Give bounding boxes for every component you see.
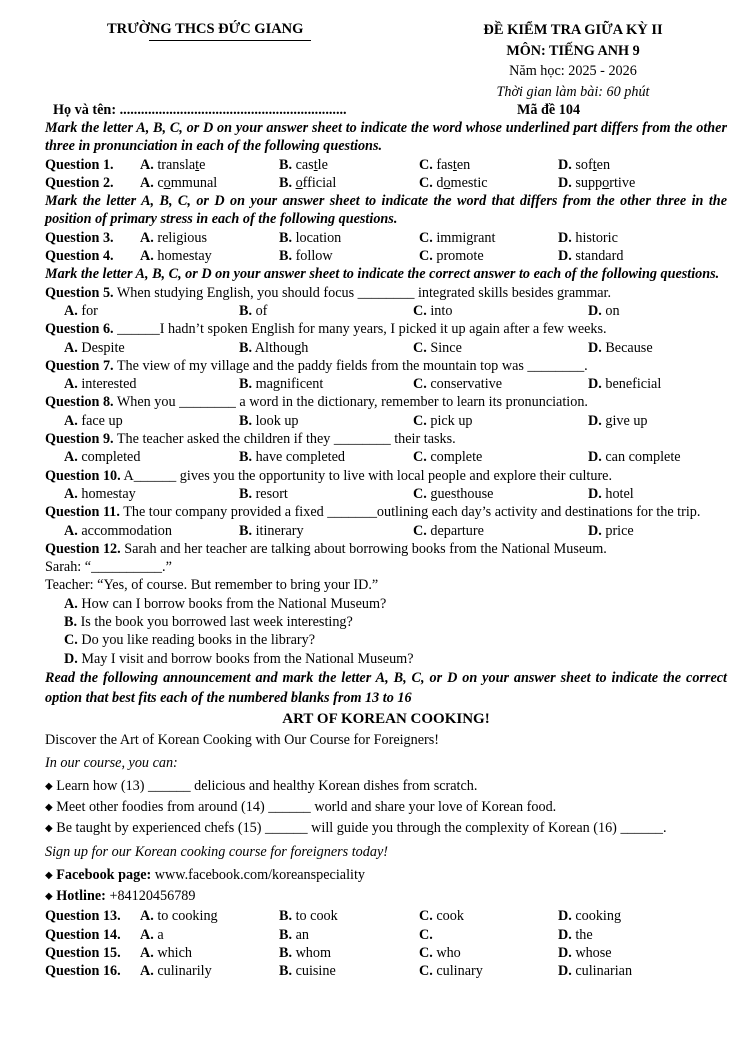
option-b: B. itinerary <box>239 522 304 539</box>
question-6-options <box>45 339 727 357</box>
option-b: B. look up <box>239 412 299 429</box>
option-b: B. whom <box>279 944 332 961</box>
option-b: B. magnificent <box>239 376 324 393</box>
option-d: D. price <box>588 522 634 539</box>
option-b: B. of <box>239 302 268 319</box>
bullet-icon: ◆ <box>45 823 53 835</box>
option-a: A. for <box>64 302 98 319</box>
option-a: A. face up <box>64 412 123 429</box>
question-5-options <box>45 302 727 320</box>
question-9-options <box>45 448 727 466</box>
option-b: B. official <box>279 174 337 191</box>
question-6: Question 6. ______I hadn’t spoken English for many years, I picked it up again after a few weeks. <box>45 321 607 338</box>
option-a: A. homestay <box>64 485 136 502</box>
option-d: D. can complete <box>588 449 681 466</box>
exam-code: Mã đề 104 <box>517 102 581 118</box>
instruction-correct-answer: Mark the letter A, B, C, or D on your answer sheet to indicate the correct answer to each of the following questions. <box>45 266 720 283</box>
exam-page <box>45 17 727 980</box>
instruction-reading: Read the following announcement and mark the letter A, B, C, or D on your answer sheet to indicate the correct option that best fits each of the numbered blanks from 13 to 16 <box>45 669 727 706</box>
passage-bullet-3: ◆ Be taught by experienced chefs (15) ______ will guide you through the complexity of Korean (16) ______. <box>45 820 667 837</box>
question-11-options <box>45 522 727 540</box>
question-8-options <box>45 412 727 430</box>
option-d: D. culinarian <box>558 963 633 980</box>
question-label: Question 1. <box>45 156 114 173</box>
option-b: B. to cook <box>279 908 338 925</box>
question-7: Question 7. The view of my village and the paddy fields from the mountain top was ________. <box>45 357 588 374</box>
exam-header <box>45 17 727 101</box>
instruction-pronunciation: Mark the letter A, B, C, or D on your answer sheet to indicate the word whose underlined part differs from the other three in pronunciation in each of the following questions. <box>45 120 727 155</box>
option-d: D. hotel <box>588 485 634 502</box>
question-label: Question 2. <box>45 174 114 191</box>
question-5: Question 5. When studying English, you should focus ________ integrated skills besides grammar. <box>45 284 612 301</box>
question-16 <box>45 962 727 980</box>
school-underline <box>149 40 311 41</box>
option-c: C. Do you like reading books in the library? <box>64 632 315 649</box>
question-label: Question 4. <box>45 248 114 265</box>
option-b: B. have completed <box>239 449 345 466</box>
question-13 <box>45 907 727 925</box>
option-d: D. on <box>588 302 620 319</box>
question-10: Question 10. A______ gives you the opportunity to live with local people and explore their culture. <box>45 467 613 484</box>
option-d: D. May I visit and borrow books from the National Museum? <box>64 650 414 667</box>
option-c: C. culinary <box>419 963 483 980</box>
option-a: A. culinarily <box>140 963 212 980</box>
question-label: Question 16. <box>45 963 121 980</box>
option-a: A. homestay <box>140 248 212 265</box>
option-a: A. to cooking <box>140 908 218 925</box>
option-d: D. standard <box>558 248 624 265</box>
option-d: D. soften <box>558 156 611 173</box>
passage-bullet-2: ◆ Meet other foodies from around (14) ______ world and share your love of Korean food. <box>45 799 557 816</box>
name-row <box>45 101 727 119</box>
dialogue-sarah: Sarah: “__________.” <box>45 559 172 576</box>
option-a: A. a <box>140 926 164 943</box>
question-4 <box>45 247 727 265</box>
option-d: D. beneficial <box>588 376 662 393</box>
passage-facebook: ◆ Facebook page: www.facebook.com/koreanspeciality <box>45 867 366 884</box>
question-2 <box>45 174 727 192</box>
question-3 <box>45 229 727 247</box>
option-c: C. <box>419 926 433 943</box>
option-b: B. cuisine <box>279 963 336 980</box>
option-c: C. immigrant <box>419 229 496 246</box>
bullet-icon: ◆ <box>45 870 53 882</box>
option-d: D. give up <box>588 412 648 429</box>
bullet-icon: ◆ <box>45 781 53 793</box>
question-12: Question 12. Sarah and her teacher are talking about borrowing books from the National Museum. <box>45 540 607 557</box>
option-b: B. follow <box>279 248 333 265</box>
option-a: A. religious <box>140 229 207 246</box>
exam-time: Thời gian làm bài: 60 phút <box>496 83 650 100</box>
exam-subject: MÔN: TIẾNG ANH 9 <box>506 42 640 59</box>
option-a: A. which <box>140 944 193 961</box>
option-a: A. translate <box>140 156 206 173</box>
question-label: Question 3. <box>45 229 114 246</box>
question-8: Question 8. When you ________ a word in the dictionary, remember to learn its pronunciation. <box>45 394 588 411</box>
option-b: B. castle <box>279 156 328 173</box>
passage-intro: Discover the Art of Korean Cooking with Our Course for Foreigners! <box>45 732 440 749</box>
option-b: B. resort <box>239 485 288 502</box>
option-c: C. pick up <box>413 412 473 429</box>
option-a: A. How can I borrow books from the National Museum? <box>64 595 387 612</box>
instruction-stress: Mark the letter A, B, C, or D on your answer sheet to indicate the word that differs from the other three in the position of primary stress in each of the following questions. <box>45 193 727 228</box>
question-1 <box>45 156 727 174</box>
option-c: C. Since <box>413 339 462 356</box>
option-c: C. conservative <box>413 376 503 393</box>
passage-hotline: ◆ Hotline: +84120456789 <box>45 888 196 905</box>
bullet-icon: ◆ <box>45 891 53 903</box>
option-a: A. accommodation <box>64 522 172 539</box>
option-c: C. guesthouse <box>413 485 494 502</box>
option-c: C. promote <box>419 248 484 265</box>
question-label: Question 14. <box>45 926 121 943</box>
option-a: A. communal <box>140 174 218 191</box>
exam-info <box>423 20 723 102</box>
option-b: B. an <box>279 926 309 943</box>
passage-title: ART OF KOREAN COOKING! <box>282 710 490 727</box>
option-c: C. fasten <box>419 156 471 173</box>
name-field-label: Họ và tên: ................................................................ <box>53 102 347 118</box>
option-c: C. departure <box>413 522 484 539</box>
exam-year: Năm học: 2025 - 2026 <box>509 63 637 79</box>
option-b: B. location <box>279 229 342 246</box>
bullet-icon: ◆ <box>45 802 53 814</box>
passage-can: In our course, you can: <box>45 755 178 772</box>
option-d: D. supportive <box>558 174 636 191</box>
exam-title: ĐỀ KIỂM TRA GIỮA KỲ II <box>483 22 663 38</box>
question-15 <box>45 944 727 962</box>
option-a: A. Despite <box>64 339 125 356</box>
option-c: C. who <box>419 944 461 961</box>
school-name: TRƯỜNG THCS ĐỨC GIANG <box>107 21 304 37</box>
option-b: B. Is the book you borrowed last week interesting? <box>64 614 353 631</box>
question-9: Question 9. The teacher asked the children if they ________ their tasks. <box>45 431 456 448</box>
question-7-options <box>45 375 727 393</box>
option-a: A. interested <box>64 376 137 393</box>
option-c: C. domestic <box>419 174 488 191</box>
question-11: Question 11. The tour company provided a fixed _______outlining each day’s activity and destinations for the trip. <box>45 504 701 521</box>
question-10-options <box>45 485 727 503</box>
option-b: B. Although <box>239 339 309 356</box>
question-label: Question 13. <box>45 908 121 925</box>
passage-signup: Sign up for our Korean cooking course for foreigners today! <box>45 844 388 861</box>
dialogue-teacher: Teacher: “Yes, of course. But remember to bring your ID.” <box>45 577 379 594</box>
option-d: D. cooking <box>558 908 622 925</box>
option-d: D. the <box>558 926 593 943</box>
passage-bullet-1: ◆ Learn how (13) ______ delicious and healthy Korean dishes from scratch. <box>45 778 478 795</box>
option-c: C. into <box>413 302 453 319</box>
option-a: A. completed <box>64 449 141 466</box>
option-d: D. whose <box>558 944 612 961</box>
option-d: D. Because <box>588 339 653 356</box>
question-label: Question 15. <box>45 944 121 961</box>
question-14 <box>45 926 727 944</box>
option-c: C. cook <box>419 908 464 925</box>
option-d: D. historic <box>558 229 618 246</box>
option-c: C. complete <box>413 449 483 466</box>
